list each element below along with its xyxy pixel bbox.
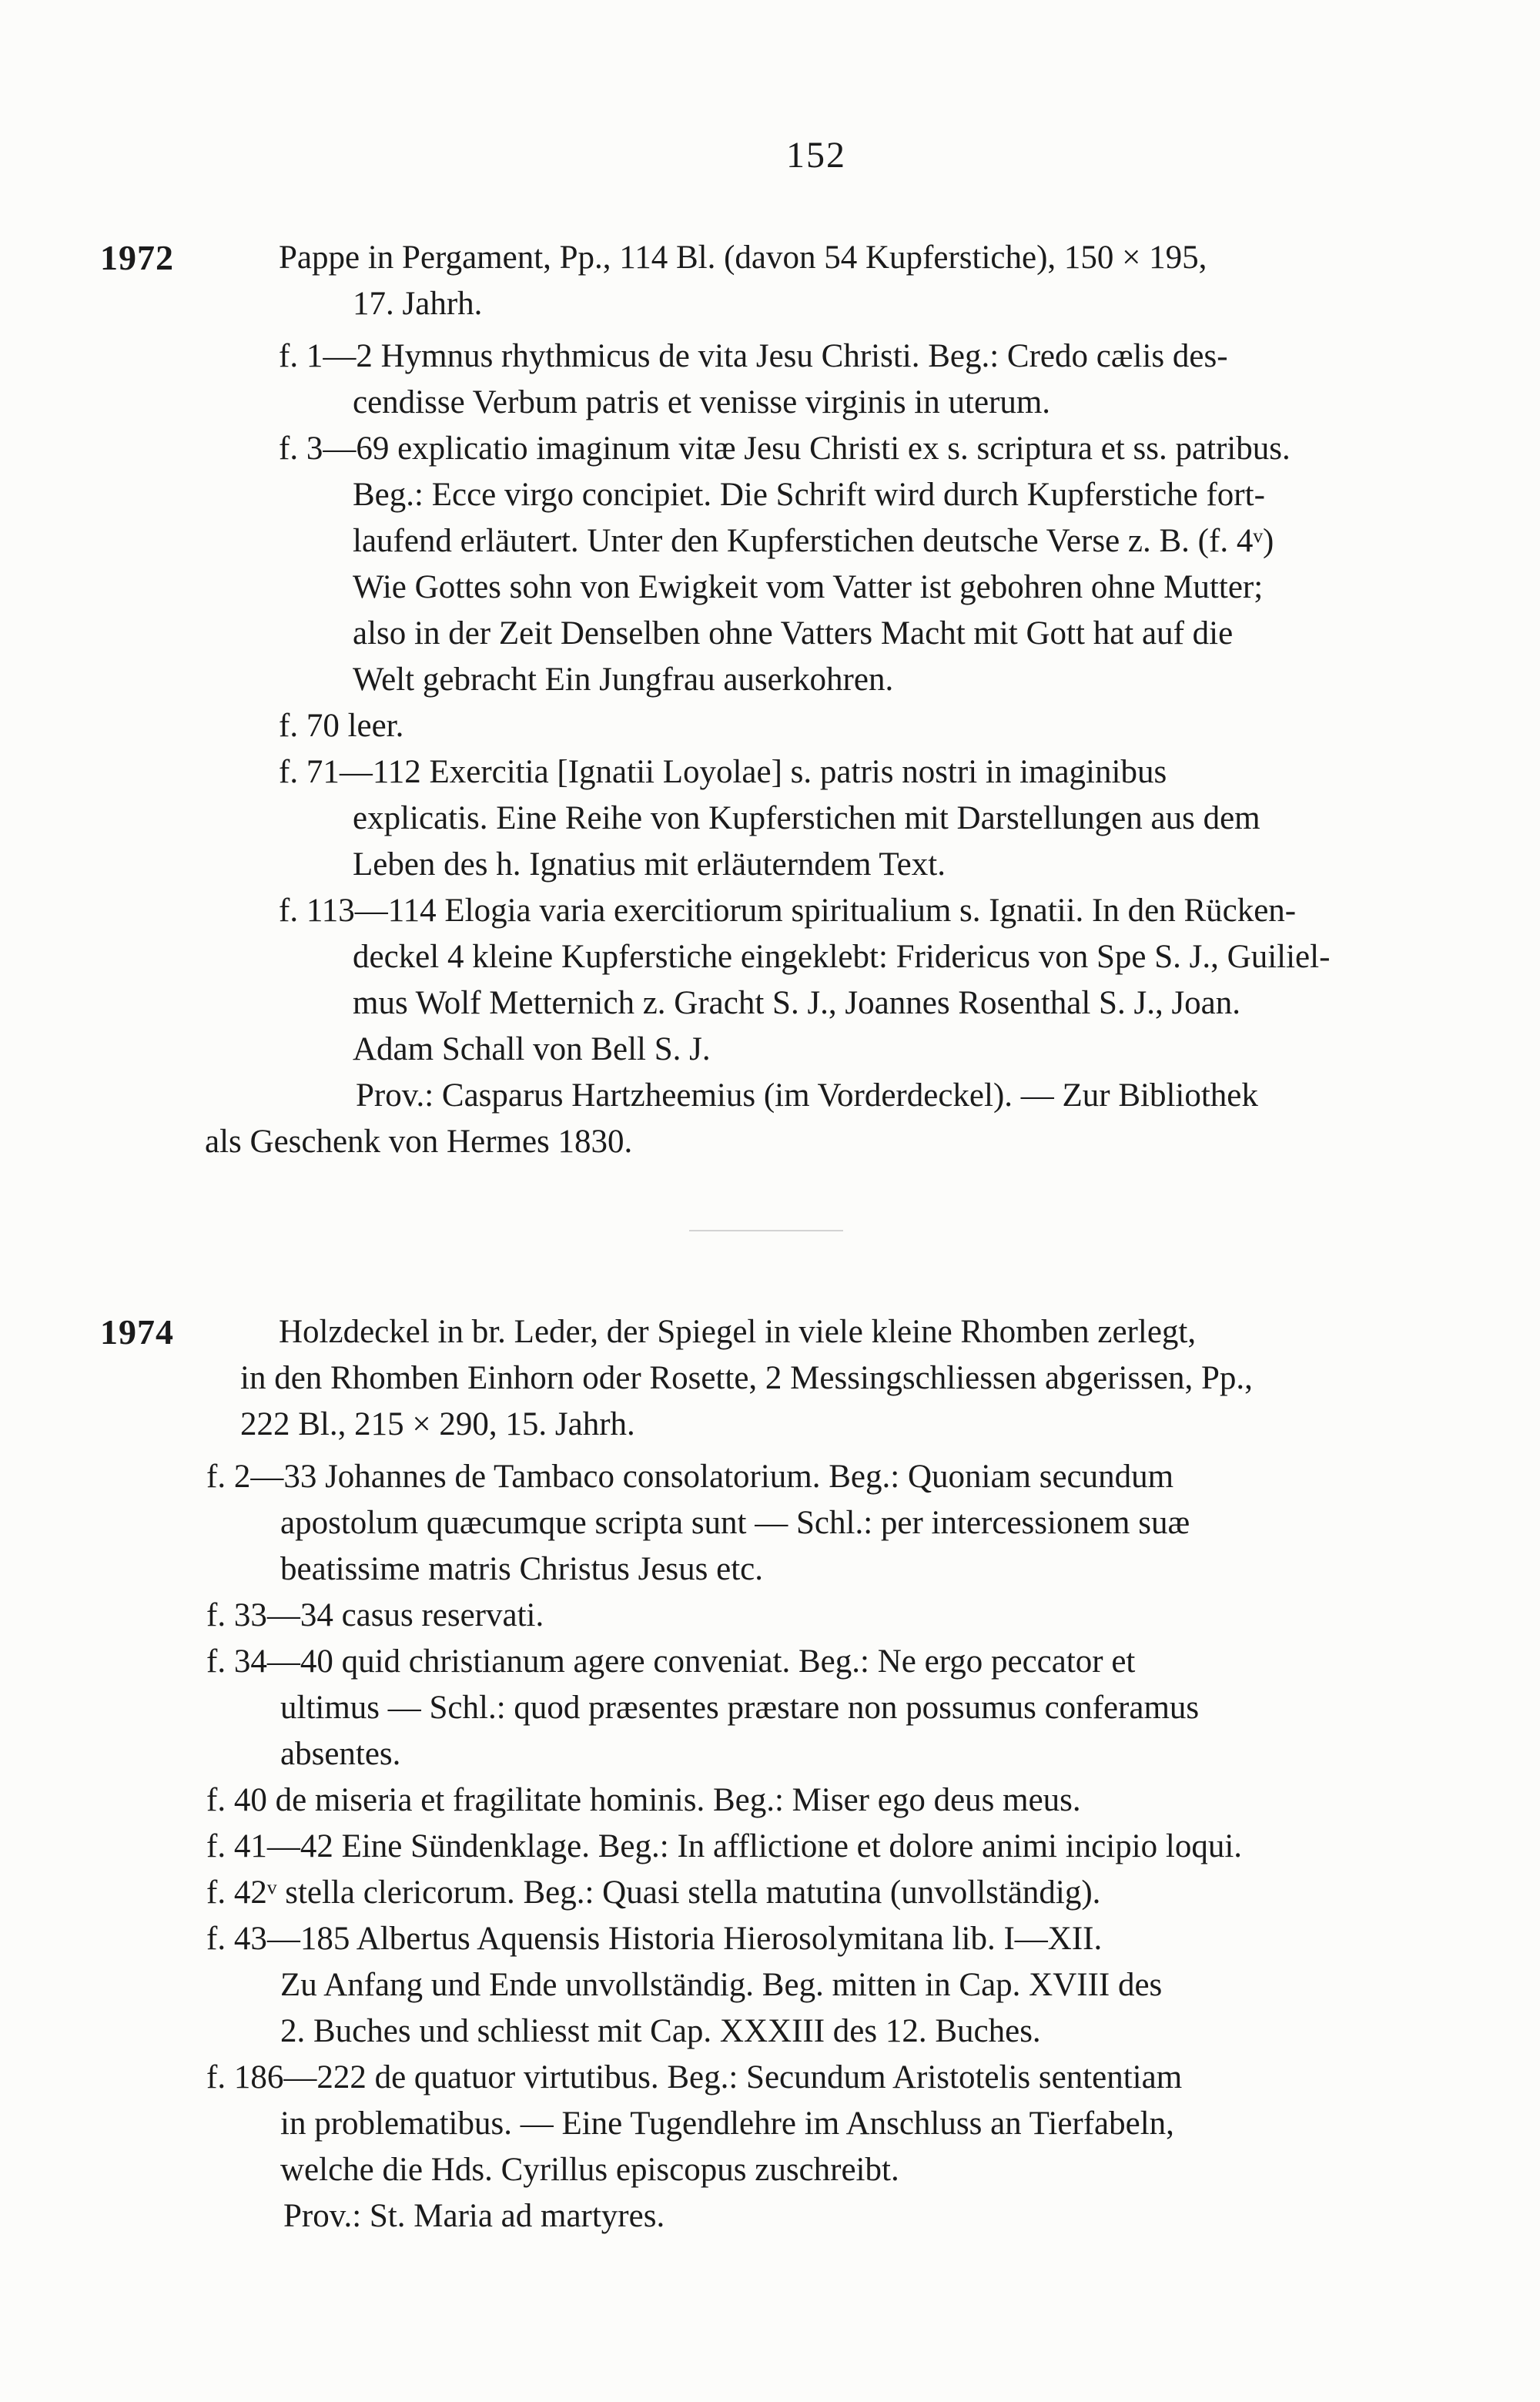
description-line: 17. Jahrh. bbox=[353, 286, 483, 322]
folio-line: Beg.: Ecce virgo concipiet. Die Schrift wird durch Kupferstiche fort- bbox=[353, 477, 1265, 513]
folio-line: cendisse Verbum patris et venisse virginis in uterum. bbox=[353, 384, 1051, 420]
provenance-line: als Geschenk von Hermes 1830. bbox=[205, 1124, 633, 1160]
folio-line: f. 71—112 Exercitia [Ignatii Loyolae] s. patris nostri in imaginibus bbox=[279, 754, 1167, 790]
description-line: 222 Bl., 215 × 290, 15. Jahrh. bbox=[240, 1406, 635, 1442]
section-divider bbox=[689, 1230, 843, 1231]
folio-item bbox=[206, 1824, 1463, 1870]
folio-line: f. 186—222 de quatuor virtutibus. Beg.: Secundum Aristotelis sententiam bbox=[206, 2059, 1183, 2095]
folio-item bbox=[279, 333, 1463, 426]
folio-line: also in der Zeit Denselben ohne Vatters Macht mit Gott hat auf die bbox=[353, 615, 1234, 652]
folio-item bbox=[206, 1916, 1463, 2055]
folio-line: Welt gebracht Ein Jungfrau auserkohren. bbox=[353, 662, 894, 698]
folio-item bbox=[206, 1870, 1463, 1916]
folio-line: f. 2—33 Johannes de Tambaco consolatorium. Beg.: Quoniam secundum bbox=[206, 1459, 1174, 1495]
folio-line: f. 41—42 Eine Sündenklage. Beg.: In afflictione et dolore animi incipio loqui. bbox=[206, 1828, 1243, 1864]
provenance-line: Prov.: St. Maria ad martyres. bbox=[283, 2198, 665, 2234]
folio-line: f. 33—34 casus reservati. bbox=[206, 1597, 544, 1633]
folio-line: f. 70 leer. bbox=[279, 708, 404, 744]
folio-line: Wie Gottes sohn von Ewigkeit vom Vatter ist gebohren ohne Mutter; bbox=[353, 569, 1264, 605]
folio-item bbox=[206, 1454, 1463, 1593]
folio-line: welche die Hds. Cyrillus episcopus zuschreibt. bbox=[280, 2152, 899, 2188]
folio-line: mus Wolf Metternich z. Gracht S. J., Joannes Rosenthal S. J., Joan. bbox=[353, 985, 1241, 1021]
folio-list bbox=[206, 1454, 1463, 2240]
folio-item bbox=[206, 1639, 1463, 1777]
provenance-line: Prov.: Casparus Hartzheemius (im Vorderdeckel). — Zur Bibliothek bbox=[356, 1077, 1258, 1114]
catalog-entry bbox=[100, 235, 1463, 1165]
entry-number: 1972 bbox=[100, 238, 174, 277]
folio-item bbox=[206, 2055, 1463, 2193]
folio-line: Adam Schall von Bell S. J. bbox=[353, 1031, 711, 1067]
folio-line: absentes. bbox=[280, 1736, 401, 1772]
folio-line: f. 113—114 Elogia varia exercitiorum spiritualium s. Ignatii. In den Rücken- bbox=[279, 893, 1297, 929]
folio-item bbox=[279, 703, 1463, 749]
folio-item bbox=[279, 426, 1463, 703]
folio-list bbox=[205, 333, 1463, 1165]
folio-line: f. 43—185 Albertus Aquensis Historia Hierosolymitana lib. I—XII. bbox=[206, 1921, 1103, 1957]
folio-line: f. 40 de miseria et fragilitate hominis. Beg.: Miser ego deus meus. bbox=[206, 1782, 1081, 1818]
page-number: 152 bbox=[786, 135, 846, 176]
entry-description bbox=[279, 235, 1463, 327]
folio-line: Leben des h. Ignatius mit erläuterndem Text. bbox=[353, 846, 946, 883]
catalog-entry bbox=[100, 1309, 1463, 2240]
folio-line: f. 1—2 Hymnus rhythmicus de vita Jesu Christi. Beg.: Credo cælis des- bbox=[279, 338, 1228, 374]
folio-line: f. 3—69 explicatio imaginum vitæ Jesu Christi ex s. scriptura et ss. patribus. bbox=[279, 430, 1291, 467]
folio-line: ultimus — Schl.: quod præsentes præstare non possumus conferamus bbox=[280, 1690, 1200, 1726]
folio-line: apostolum quæcumque scripta sunt — Schl.: per intercessionem suæ bbox=[280, 1505, 1190, 1541]
folio-line: Zu Anfang und Ende unvollständig. Beg. mitten in Cap. XVIII des bbox=[280, 1967, 1163, 2003]
description-line: Holzdeckel in br. Leder, der Spiegel in viele kleine Rhomben zerlegt, bbox=[279, 1314, 1197, 1350]
folio-item bbox=[206, 1777, 1463, 1824]
folio-line: laufend erläutert. Unter den Kupferstichen deutsche Verse z. B. (f. 4ᵛ) bbox=[353, 523, 1274, 559]
folio-line: f. 34—40 quid christianum agere conveniat. Beg.: Ne ergo peccator et bbox=[206, 1643, 1136, 1680]
folio-line: f. 42ᵛ stella clericorum. Beg.: Quasi stella matutina (unvollständig). bbox=[206, 1874, 1101, 1911]
folio-line: beatissime matris Christus Jesus etc. bbox=[280, 1551, 764, 1587]
entry-description bbox=[240, 1309, 1463, 1448]
folio-item bbox=[279, 749, 1463, 888]
description-line: Pappe in Pergament, Pp., 114 Bl. (davon 54 Kupferstiche), 150 × 195, bbox=[279, 240, 1207, 276]
folio-item bbox=[206, 1593, 1463, 1639]
folio-line: 2. Buches und schliesst mit Cap. XXXIII des 12. Buches. bbox=[280, 2013, 1041, 2049]
folio-line: explicatis. Eine Reihe von Kupferstichen mit Darstellungen aus dem bbox=[353, 800, 1260, 836]
entry-number: 1974 bbox=[100, 1312, 174, 1352]
description-line: in den Rhomben Einhorn oder Rosette, 2 Messingschliessen abgerissen, Pp., bbox=[240, 1360, 1253, 1396]
folio-line: in problematibus. — Eine Tugendlehre im Anschluss an Tierfabeln, bbox=[280, 2106, 1174, 2142]
folio-item bbox=[279, 888, 1463, 1073]
folio-line: deckel 4 kleine Kupferstiche eingeklebt: Fridericus von Spe S. J., Guiliel- bbox=[353, 939, 1331, 975]
